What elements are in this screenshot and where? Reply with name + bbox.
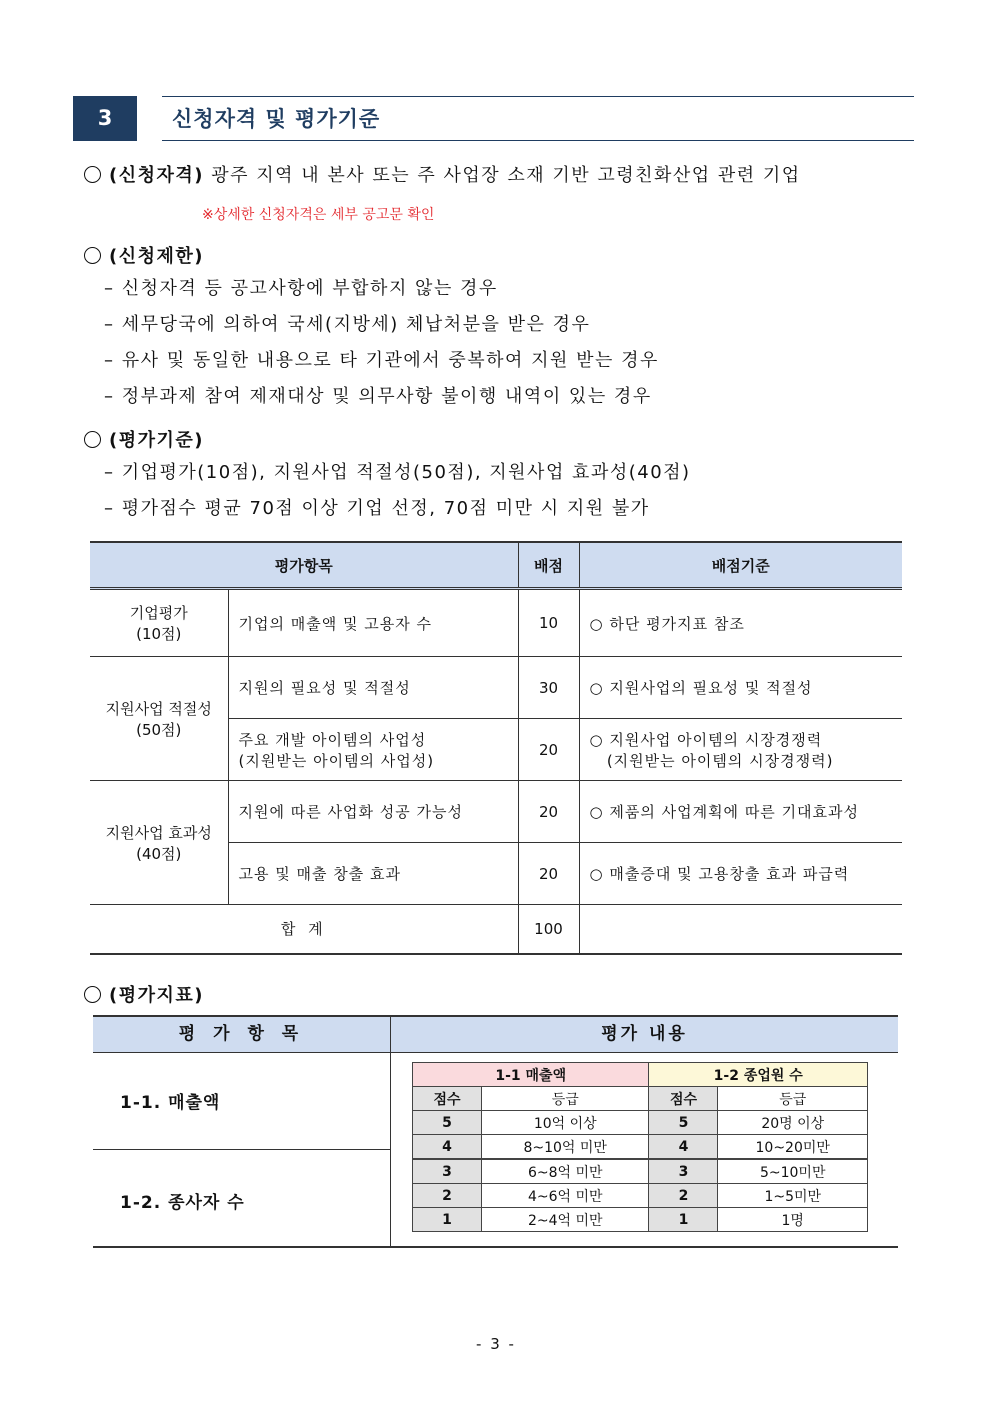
table-total-row — [90, 905, 902, 954]
item-cell: 고용 및 매출 창출 효과 — [228, 843, 518, 905]
grade-header-row — [413, 1087, 868, 1111]
indicator-label-sales: 1-1. 매출액 — [120, 1093, 221, 1113]
score-cell: 20 — [518, 719, 579, 781]
score-cell: 30 — [518, 657, 579, 719]
basis-cell: ○ 지원사업의 필요성 및 적절성 — [579, 657, 902, 719]
total-label: 합 계 — [90, 905, 518, 954]
grade-sales: 10억 이상 — [482, 1111, 649, 1135]
evaluation-table-header — [90, 542, 902, 589]
grade-title-row — [413, 1063, 868, 1087]
section-title: 신청자격 및 평가기준 — [172, 107, 381, 131]
grade-score: 5 — [649, 1111, 718, 1135]
basis-cell: ○ 매출증대 및 고용창출 효과 파급력 — [579, 843, 902, 905]
total-basis-empty — [579, 905, 902, 954]
eligibility-paragraph — [84, 161, 801, 187]
score-cell: 20 — [518, 781, 579, 843]
item-cell: 기업의 매출액 및 고용자 수 — [228, 589, 518, 657]
grade-sales: 4~6억 미만 — [482, 1184, 649, 1208]
grade-row — [413, 1111, 868, 1135]
indicator-col-item: 평 가 항 목 — [93, 1017, 391, 1052]
grade-sales: 6~8억 미만 — [482, 1159, 649, 1184]
grade-score: 1 — [413, 1208, 482, 1232]
restriction-item: – 신청자격 등 공고사항에 부합하지 않는 경우 — [104, 278, 498, 299]
grade-score: 4 — [413, 1135, 482, 1160]
group-cell: 지원사업 효과성 (40점) — [90, 781, 228, 905]
section-number: 3 — [73, 96, 137, 141]
criteria-item: – 평가점수 평균 70점 이상 기업 선정, 70점 미만 시 지원 불가 — [104, 498, 650, 519]
grade-score: 4 — [649, 1135, 718, 1160]
indicator-col-content: 평가 내용 — [601, 1024, 688, 1044]
indicator-divider — [390, 1050, 391, 1248]
criteria-heading-line — [84, 426, 204, 452]
group-cell: 기업평가 (10점) — [90, 589, 228, 657]
circle-bullet-icon — [84, 247, 101, 264]
basis-cell: ○ 제품의 사업계획에 따른 기대효과성 — [579, 781, 902, 843]
score-cell: 20 — [518, 843, 579, 905]
grade-row — [413, 1208, 868, 1232]
restrictions-heading-line — [84, 242, 204, 268]
sales-title: 1-1 매출액 — [413, 1063, 649, 1087]
restriction-item: – 유사 및 동일한 내용으로 타 기관에서 중복하여 지원 받는 경우 — [104, 350, 659, 371]
item-cell: 주요 개발 아이템의 사업성 (지원받는 아이템의 사업성) — [228, 719, 518, 781]
indicator-row-divider — [93, 1149, 390, 1150]
grade-employees: 1~5미만 — [718, 1184, 868, 1208]
indicator-bottom-rule — [93, 1246, 898, 1248]
table-row — [90, 781, 902, 843]
group-cell: 지원사업 적절성 (50점) — [90, 657, 228, 781]
grade-score: 5 — [413, 1111, 482, 1135]
circle-bullet-icon — [84, 986, 101, 1003]
eligibility-note: ※상세한 신청자격은 세부 공고문 확인 — [202, 207, 435, 223]
eligibility-text: 광주 지역 내 본사 또는 주 사업장 소재 기반 고령친화산업 관련 기업 — [211, 165, 801, 186]
section-top-rule — [162, 96, 914, 97]
grade-header: 등급 — [482, 1087, 649, 1111]
total-score: 100 — [518, 905, 579, 954]
evaluation-table — [90, 541, 902, 955]
grade-header: 등급 — [718, 1087, 868, 1111]
restriction-item: – 정부과제 참여 제재대상 및 의무사항 불이행 내역이 있는 경우 — [104, 386, 652, 407]
score-cell: 10 — [518, 589, 579, 657]
page-number: - 3 - — [476, 1335, 516, 1353]
grade-sales: 8~10억 미만 — [482, 1135, 649, 1160]
table-row — [90, 589, 902, 657]
header-score: 배점 — [518, 542, 579, 589]
grade-row — [413, 1184, 868, 1208]
criteria-item: – 기업평가(10점), 지원사업 적절성(50점), 지원사업 효과성(40점) — [104, 462, 691, 483]
restrictions-heading: (신청제한) — [109, 246, 205, 267]
grade-row — [413, 1135, 868, 1160]
restriction-item: – 세무당국에 의하여 국세(지방세) 체납처분을 받은 경우 — [104, 314, 591, 335]
basis-cell: ○ 하단 평가지표 참조 — [579, 589, 902, 657]
employee-title: 1-2 종업원 수 — [649, 1063, 868, 1087]
grade-score: 3 — [413, 1159, 482, 1184]
grade-employees: 10~20미만 — [718, 1135, 868, 1160]
grade-score: 2 — [413, 1184, 482, 1208]
indicator-table — [93, 1015, 898, 1248]
grade-employees: 20명 이상 — [718, 1111, 868, 1135]
indicator-table-header — [93, 1015, 898, 1053]
eligibility-heading: (신청자격) — [109, 165, 205, 186]
item-cell: 지원의 필요성 및 적절성 — [228, 657, 518, 719]
grade-table — [412, 1062, 868, 1232]
section-bottom-rule — [162, 140, 914, 141]
score-header: 점수 — [413, 1087, 482, 1111]
grade-score: 2 — [649, 1184, 718, 1208]
grade-employees: 5~10미만 — [718, 1159, 868, 1184]
indicators-heading: (평가지표) — [109, 985, 205, 1006]
item-cell: 지원에 따른 사업화 성공 가능성 — [228, 781, 518, 843]
score-header: 점수 — [649, 1087, 718, 1111]
grade-score: 1 — [649, 1208, 718, 1232]
grade-row — [413, 1159, 868, 1184]
grade-score: 3 — [649, 1159, 718, 1184]
grade-sales: 2~4억 미만 — [482, 1208, 649, 1232]
circle-bullet-icon — [84, 166, 101, 183]
header-item: 평가항목 — [90, 542, 518, 589]
table-row — [90, 657, 902, 719]
basis-cell: ○ 지원사업 아이템의 시장경쟁력 (지원받는 아이템의 시장경쟁력) — [579, 719, 902, 781]
header-basis: 배점기준 — [579, 542, 902, 589]
circle-bullet-icon — [84, 431, 101, 448]
criteria-heading: (평가기준) — [109, 430, 205, 451]
indicator-label-employees: 1-2. 종사자 수 — [120, 1193, 245, 1213]
indicators-heading-line — [84, 981, 204, 1007]
grade-employees: 1명 — [718, 1208, 868, 1232]
